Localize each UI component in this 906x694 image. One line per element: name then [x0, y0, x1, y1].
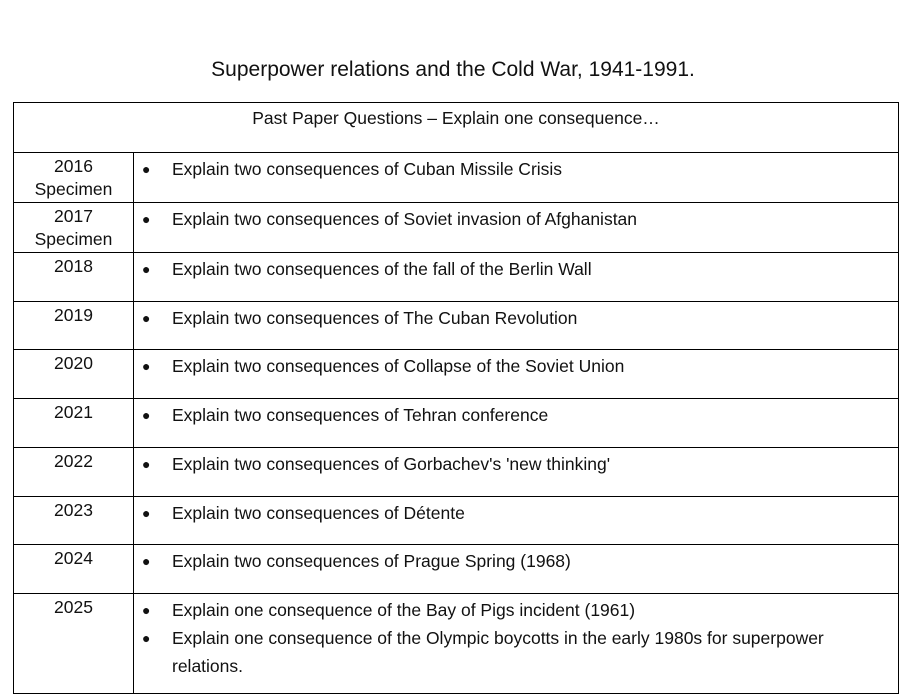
- year-cell: [14, 302, 134, 349]
- question-text: Explain two consequences of Prague Spring (1968): [172, 551, 571, 571]
- year-cell: [14, 448, 134, 496]
- question-text: Explain two consequences of Cuban Missile Crisis: [172, 159, 563, 179]
- questions-cell: [134, 203, 898, 252]
- bullet-icon: ●: [142, 602, 151, 618]
- question-item: [134, 450, 898, 478]
- bullet-icon: ●: [142, 630, 151, 646]
- question-item: [134, 205, 898, 233]
- year-cell: [14, 594, 134, 693]
- bullet-icon: ●: [142, 553, 151, 569]
- questions-cell: [134, 399, 898, 447]
- specimen-label: Specimen: [34, 229, 113, 249]
- year-label: 2023: [54, 500, 93, 520]
- bullet-icon: ●: [142, 310, 151, 326]
- table-row: [14, 302, 898, 350]
- table-row: [14, 203, 898, 253]
- table-row: [14, 448, 898, 497]
- year-label: 2019: [54, 305, 93, 325]
- past-paper-table: [13, 102, 899, 694]
- questions-cell: [134, 153, 898, 202]
- year-label: 2022: [54, 451, 93, 471]
- table-row: [14, 399, 898, 448]
- question-item: [134, 499, 898, 527]
- bullet-icon: ●: [142, 211, 151, 227]
- bullet-icon: ●: [142, 261, 151, 277]
- bullet-icon: ●: [142, 407, 151, 423]
- questions-cell: [134, 497, 898, 544]
- document-title: Superpower relations and the Cold War, 1941-1991.: [211, 58, 695, 81]
- question-text: Explain two consequences of Tehran conference: [172, 405, 549, 425]
- question-text: Explain one consequence of the Olympic boycotts in the early 1980s for superpower relations.: [172, 628, 824, 676]
- question-item: [134, 547, 898, 575]
- question-item: [134, 304, 898, 332]
- questions-cell: [134, 253, 898, 301]
- bullet-icon: ●: [142, 161, 151, 177]
- question-text: Explain two consequences of Détente: [172, 503, 465, 523]
- table-row: [14, 545, 898, 594]
- question-item: [134, 255, 898, 283]
- question-item: [134, 155, 898, 183]
- specimen-label: Specimen: [34, 179, 113, 199]
- year-cell: [14, 350, 134, 398]
- table-row: [14, 594, 898, 694]
- year-label: 2020: [54, 353, 93, 373]
- questions-cell: [134, 448, 898, 496]
- question-text: Explain two consequences of Soviet invasion of Afghanistan: [172, 209, 638, 229]
- question-item: [134, 596, 898, 624]
- year-cell: [14, 497, 134, 544]
- table-row: [14, 497, 898, 545]
- year-label: 2024: [54, 548, 93, 568]
- table-header: Past Paper Questions – Explain one consequence…: [14, 103, 898, 153]
- table-row: [14, 253, 898, 302]
- year-label: 2025: [54, 597, 93, 617]
- question-item: [134, 352, 898, 380]
- question-text: Explain two consequences of Collapse of the Soviet Union: [172, 356, 625, 376]
- question-item: [134, 624, 898, 680]
- bullet-icon: ●: [142, 358, 151, 374]
- question-text: Explain two consequences of The Cuban Revolution: [172, 308, 578, 328]
- questions-cell: [134, 302, 898, 349]
- questions-cell: [134, 350, 898, 398]
- question-text: Explain two consequences of the fall of the Berlin Wall: [172, 259, 592, 279]
- bullet-icon: ●: [142, 505, 151, 521]
- question-text: Explain two consequences of Gorbachev's 'new thinking': [172, 454, 611, 474]
- table-row: [14, 153, 898, 203]
- year-cell: [14, 153, 134, 202]
- questions-cell: [134, 594, 898, 693]
- year-cell: [14, 253, 134, 301]
- table-row: [14, 350, 898, 399]
- year-label: 2018: [54, 256, 93, 276]
- year-cell: [14, 545, 134, 593]
- year-cell: [14, 399, 134, 447]
- bullet-icon: ●: [142, 456, 151, 472]
- year-label: 2021: [54, 402, 93, 422]
- question-text: Explain one consequence of the Bay of Pigs incident (1961): [172, 600, 636, 620]
- questions-cell: [134, 545, 898, 593]
- year-label: 2017: [54, 206, 93, 226]
- year-label: 2016: [54, 156, 93, 176]
- question-item: [134, 401, 898, 429]
- year-cell: [14, 203, 134, 252]
